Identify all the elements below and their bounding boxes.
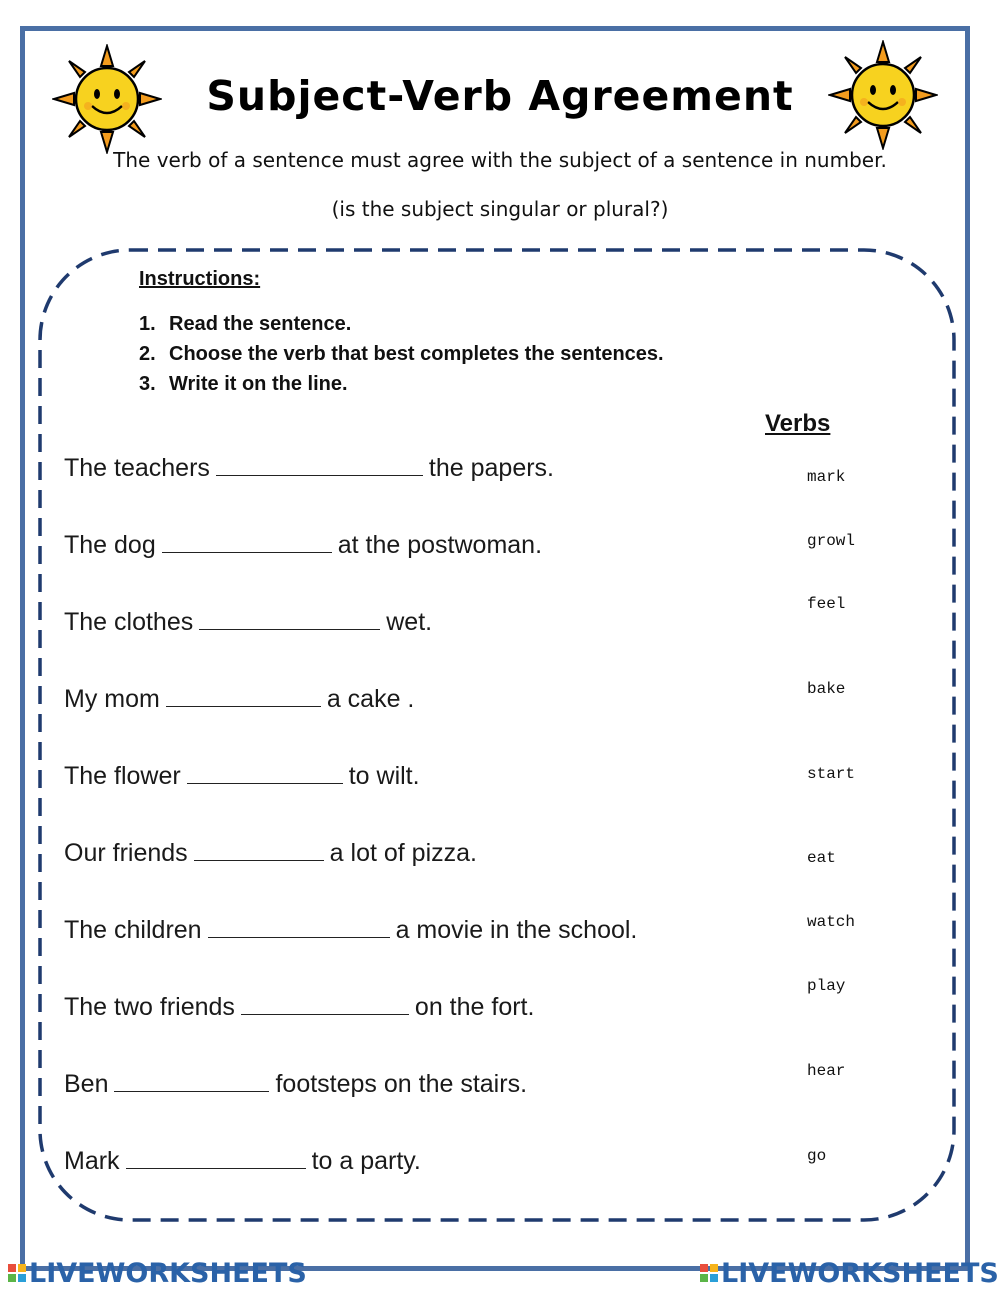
answer-blank-10[interactable] [126, 1146, 306, 1169]
logo-badge-icon [700, 1264, 718, 1282]
answer-blank-8[interactable] [241, 992, 409, 1015]
answer-blank-5[interactable] [187, 761, 343, 784]
answer-blank-3[interactable] [199, 607, 380, 630]
liveworksheets-logo-left: LIVEWORKSHEETS [8, 1258, 307, 1288]
subtitle-rule: The verb of a sentence must agree with the subject of a sentence in number. [113, 148, 887, 172]
answer-blank-6[interactable] [194, 838, 324, 861]
sentence-3: The clothes wet. [64, 608, 433, 636]
sentence-5: The flower to wilt. [64, 762, 420, 790]
verb-option: hear [807, 1062, 846, 1080]
verb-option: growl [807, 532, 856, 550]
instruction-step: 3. Write it on the line. [139, 373, 348, 395]
sentence-8: The two friends on the fort. [64, 993, 535, 1021]
subtitle-question: (is the subject singular or plural?) [331, 197, 669, 221]
answer-blank-1[interactable] [216, 453, 423, 476]
sentence-7: The children a movie in the school. [64, 916, 638, 944]
sentence-4: My mom a cake . [64, 685, 415, 713]
instruction-step: 1. Read the sentence. [139, 313, 352, 335]
instructions-heading: Instructions: [139, 268, 261, 290]
verb-option: go [807, 1147, 827, 1165]
verb-option: eat [807, 849, 836, 867]
instructions-list [139, 312, 664, 402]
sentence-9: Ben footsteps on the stairs. [64, 1070, 528, 1098]
answer-blank-4[interactable] [166, 684, 321, 707]
verb-option: play [807, 977, 846, 995]
verb-option: watch [807, 913, 856, 931]
answer-blank-9[interactable] [114, 1069, 269, 1092]
answer-blank-7[interactable] [208, 915, 390, 938]
sentence-1: The teachers the papers. [64, 454, 555, 482]
sentence-6: Our friends a lot of pizza. [64, 839, 477, 867]
verb-option: bake [807, 680, 846, 698]
liveworksheets-logo-right: LIVEWORKSHEETS [700, 1258, 999, 1288]
answer-blank-2[interactable] [162, 530, 332, 553]
verb-option: start [807, 765, 856, 783]
sentence-10: Mark to a party. [64, 1147, 421, 1175]
logo-badge-icon [8, 1264, 26, 1282]
sentence-2: The dog at the postwoman. [64, 531, 543, 559]
instruction-step: 2. Choose the verb that best completes the sentences. [139, 343, 664, 365]
page-title: Subject-Verb Agreement [206, 72, 794, 120]
verb-option: feel [807, 595, 846, 613]
verb-option: mark [807, 468, 846, 486]
verbs-heading: Verbs [765, 410, 831, 437]
